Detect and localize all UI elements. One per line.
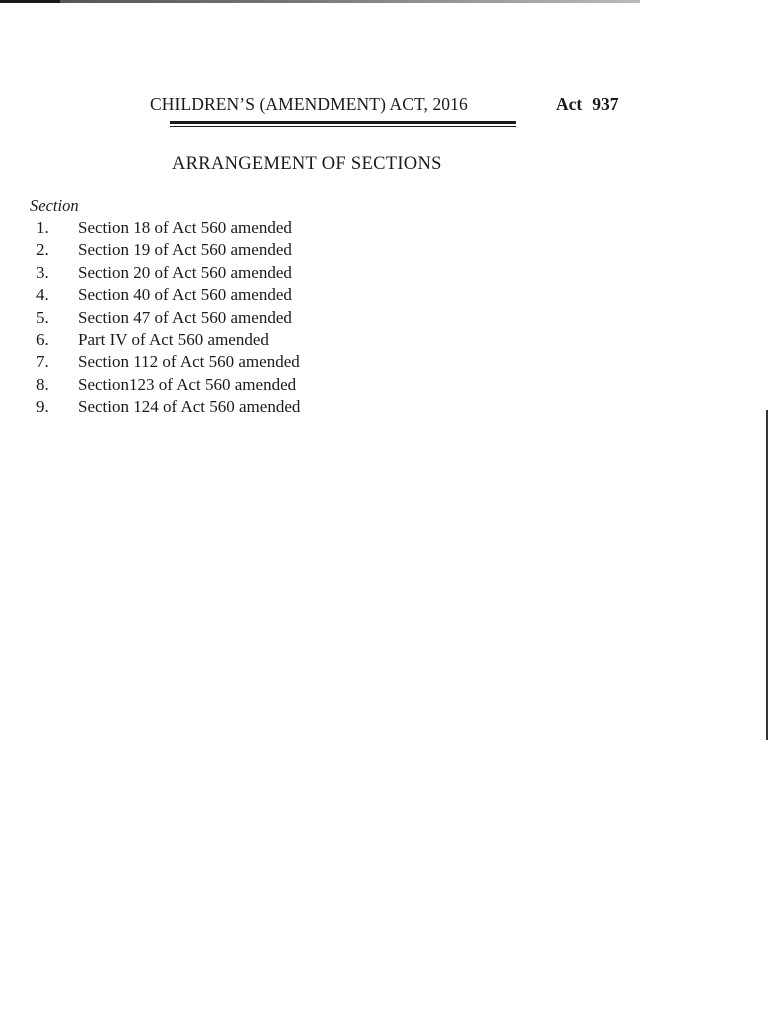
section-title: Section 19 of Act 560 amended xyxy=(78,240,292,260)
section-number: 4. xyxy=(36,285,49,305)
header-rule-thin xyxy=(170,126,516,127)
list-item xyxy=(36,284,300,306)
section-number: 9. xyxy=(36,397,49,417)
act-label: Act xyxy=(556,94,583,114)
section-title: Section123 of Act 560 amended xyxy=(78,374,297,394)
list-item xyxy=(36,217,300,239)
section-list xyxy=(36,217,300,419)
act-number-label xyxy=(556,94,618,115)
section-title: Section 47 of Act 560 amended xyxy=(78,307,292,327)
section-title: Section 40 of Act 560 amended xyxy=(78,285,292,305)
list-item xyxy=(36,262,300,284)
section-number: 1. xyxy=(36,218,49,237)
list-item xyxy=(36,351,300,373)
section-title: Section 18 of Act 560 amended xyxy=(78,218,292,237)
list-item xyxy=(36,239,300,261)
section-title: Part IV of Act 560 amended xyxy=(78,329,269,349)
section-title: Section 112 of Act 560 amended xyxy=(78,352,300,372)
list-item xyxy=(36,374,300,396)
section-number: 3. xyxy=(36,262,49,282)
section-number: 5. xyxy=(36,307,49,327)
act-number: 937 xyxy=(592,94,619,114)
act-title: CHILDREN’S (AMENDMENT) ACT, 2016 xyxy=(150,94,468,114)
arrangement-heading: ARRANGEMENT OF SECTIONS xyxy=(172,154,442,174)
list-item xyxy=(36,396,300,418)
header-rule-thick xyxy=(170,121,516,124)
section-number: 8. xyxy=(36,374,49,394)
section-number: 2. xyxy=(36,240,49,260)
section-title: Section 20 of Act 560 amended xyxy=(78,262,292,282)
list-item xyxy=(36,307,300,329)
section-number: 6. xyxy=(36,329,49,349)
section-number: 7. xyxy=(36,352,49,372)
running-header xyxy=(150,94,640,118)
section-column-label: Section xyxy=(30,196,79,215)
list-item xyxy=(36,329,300,351)
scan-edge-top xyxy=(0,0,640,3)
section-title: Section 124 of Act 560 amended xyxy=(78,397,301,417)
